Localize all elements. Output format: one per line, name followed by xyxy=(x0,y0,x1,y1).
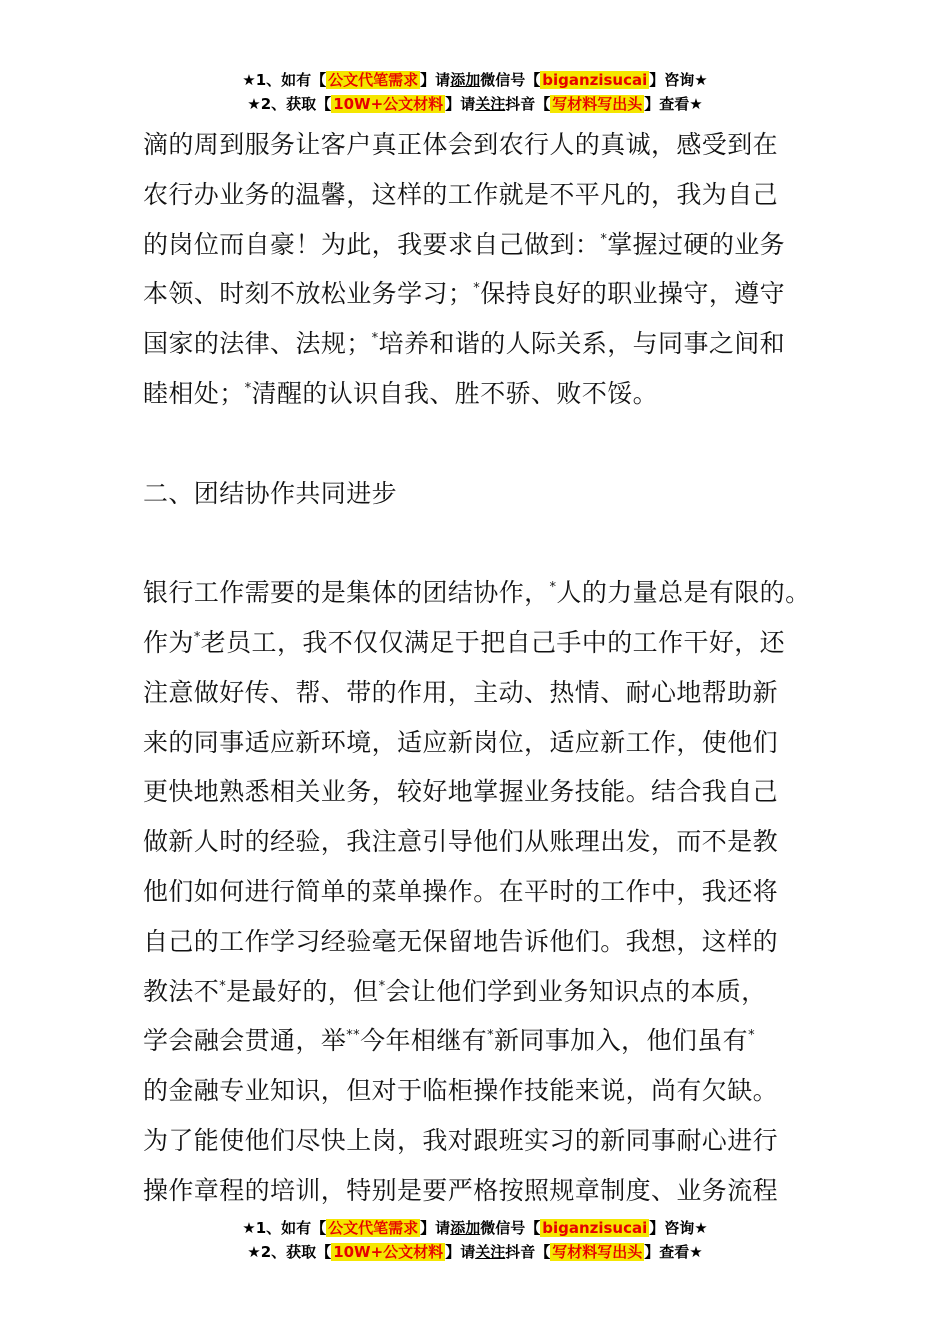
body-line: 银行工作需要的是集体的团结协作，*人的力量总是有限的。 xyxy=(143,578,811,608)
body-line: 的岗位而自豪！为此，我要求自己做到：*掌握过硬的业务 xyxy=(143,229,786,259)
body-line: 的金融专业知识，但对于临柜操作技能来说，尚有欠缺。 xyxy=(143,1076,779,1106)
body-line: 滴的周到服务让客户真正体会到农行人的真诚，感受到在 xyxy=(143,130,779,159)
body-line: 他们如何进行简单的菜单操作。在平时的工作中，我还将 xyxy=(143,876,779,906)
body-line: 操作章程的培训，特别是要严格按照规章制度、业务流程 xyxy=(143,1175,779,1205)
footer-banner xyxy=(0,1216,950,1264)
header-banner xyxy=(0,68,950,116)
highlight-service: 公文代笔需求 xyxy=(328,71,419,89)
body-line: 做新人时的经验，我注意引导他们从账理出发，而不是教 xyxy=(143,827,779,857)
body-line: 更快地熟悉相关业务，较好地掌握业务技能。结合我自己 xyxy=(143,777,779,807)
document-body xyxy=(143,120,823,1216)
blank-line xyxy=(143,518,823,568)
body-line: 睦相处；*清醒的认识自我、胜不骄、败不馁。 xyxy=(143,378,659,408)
body-line: 为了能使他们尽快上岗，我对跟班实习的新同事耐心进行 xyxy=(143,1125,779,1155)
highlight-wechat-id: biganzisucai xyxy=(542,71,648,89)
banner-line-2: ★2、获取【 10W+公文材料 】请关注抖音【 写材料写出头 】查看★ xyxy=(247,1243,703,1261)
banner-line-2: ★2、获取【 10W+公文材料 】请关注抖音【 写材料写出头 】查看★ xyxy=(247,95,703,113)
body-line: 学会融会贯通，举**今年相继有*新同事加入，他们虽有* xyxy=(143,1026,755,1056)
body-line: 自己的工作学习经验毫无保留地告诉他们。我想，这样的 xyxy=(143,926,779,956)
banner-line-1: ★1、如有【 公文代笔需求 】请添加微信号【 biganzisucai 】咨询★ xyxy=(242,1219,708,1237)
highlight-materials: 10W+公文材料 xyxy=(333,1243,444,1261)
highlight-douyin: 写材料写出头 xyxy=(552,1243,643,1261)
body-line: 注意做好传、帮、带的作用，主动、热情、耐心地帮助新 xyxy=(143,677,779,707)
body-line: 来的同事适应新环境，适应新岗位，适应新工作，使他们 xyxy=(143,727,779,757)
banner-line-1: ★1、如有【 公文代笔需求 】请添加微信号【 biganzisucai 】咨询★ xyxy=(242,71,708,89)
body-line: 农行办业务的温馨，这样的工作就是不平凡的，我为自己 xyxy=(143,179,779,209)
highlight-wechat-id: biganzisucai xyxy=(542,1219,648,1237)
body-line: 本领、时刻不放松业务学习；*保持良好的职业操守，遵守 xyxy=(143,279,786,309)
blank-line xyxy=(143,419,823,469)
body-line: 作为*老员工，我不仅仅满足于把自己手中的工作干好，还 xyxy=(143,627,786,657)
highlight-materials: 10W+公文材料 xyxy=(333,95,444,113)
body-line: 国家的法律、法规；*培养和谐的人际关系，与同事之间和 xyxy=(143,329,786,359)
section-heading: 二、团结协作共同进步 xyxy=(143,478,398,508)
highlight-service: 公文代笔需求 xyxy=(328,1219,419,1237)
body-line: 教法不*是最好的，但*会让他们学到业务知识点的本质， xyxy=(143,976,767,1006)
highlight-douyin: 写材料写出头 xyxy=(552,95,643,113)
